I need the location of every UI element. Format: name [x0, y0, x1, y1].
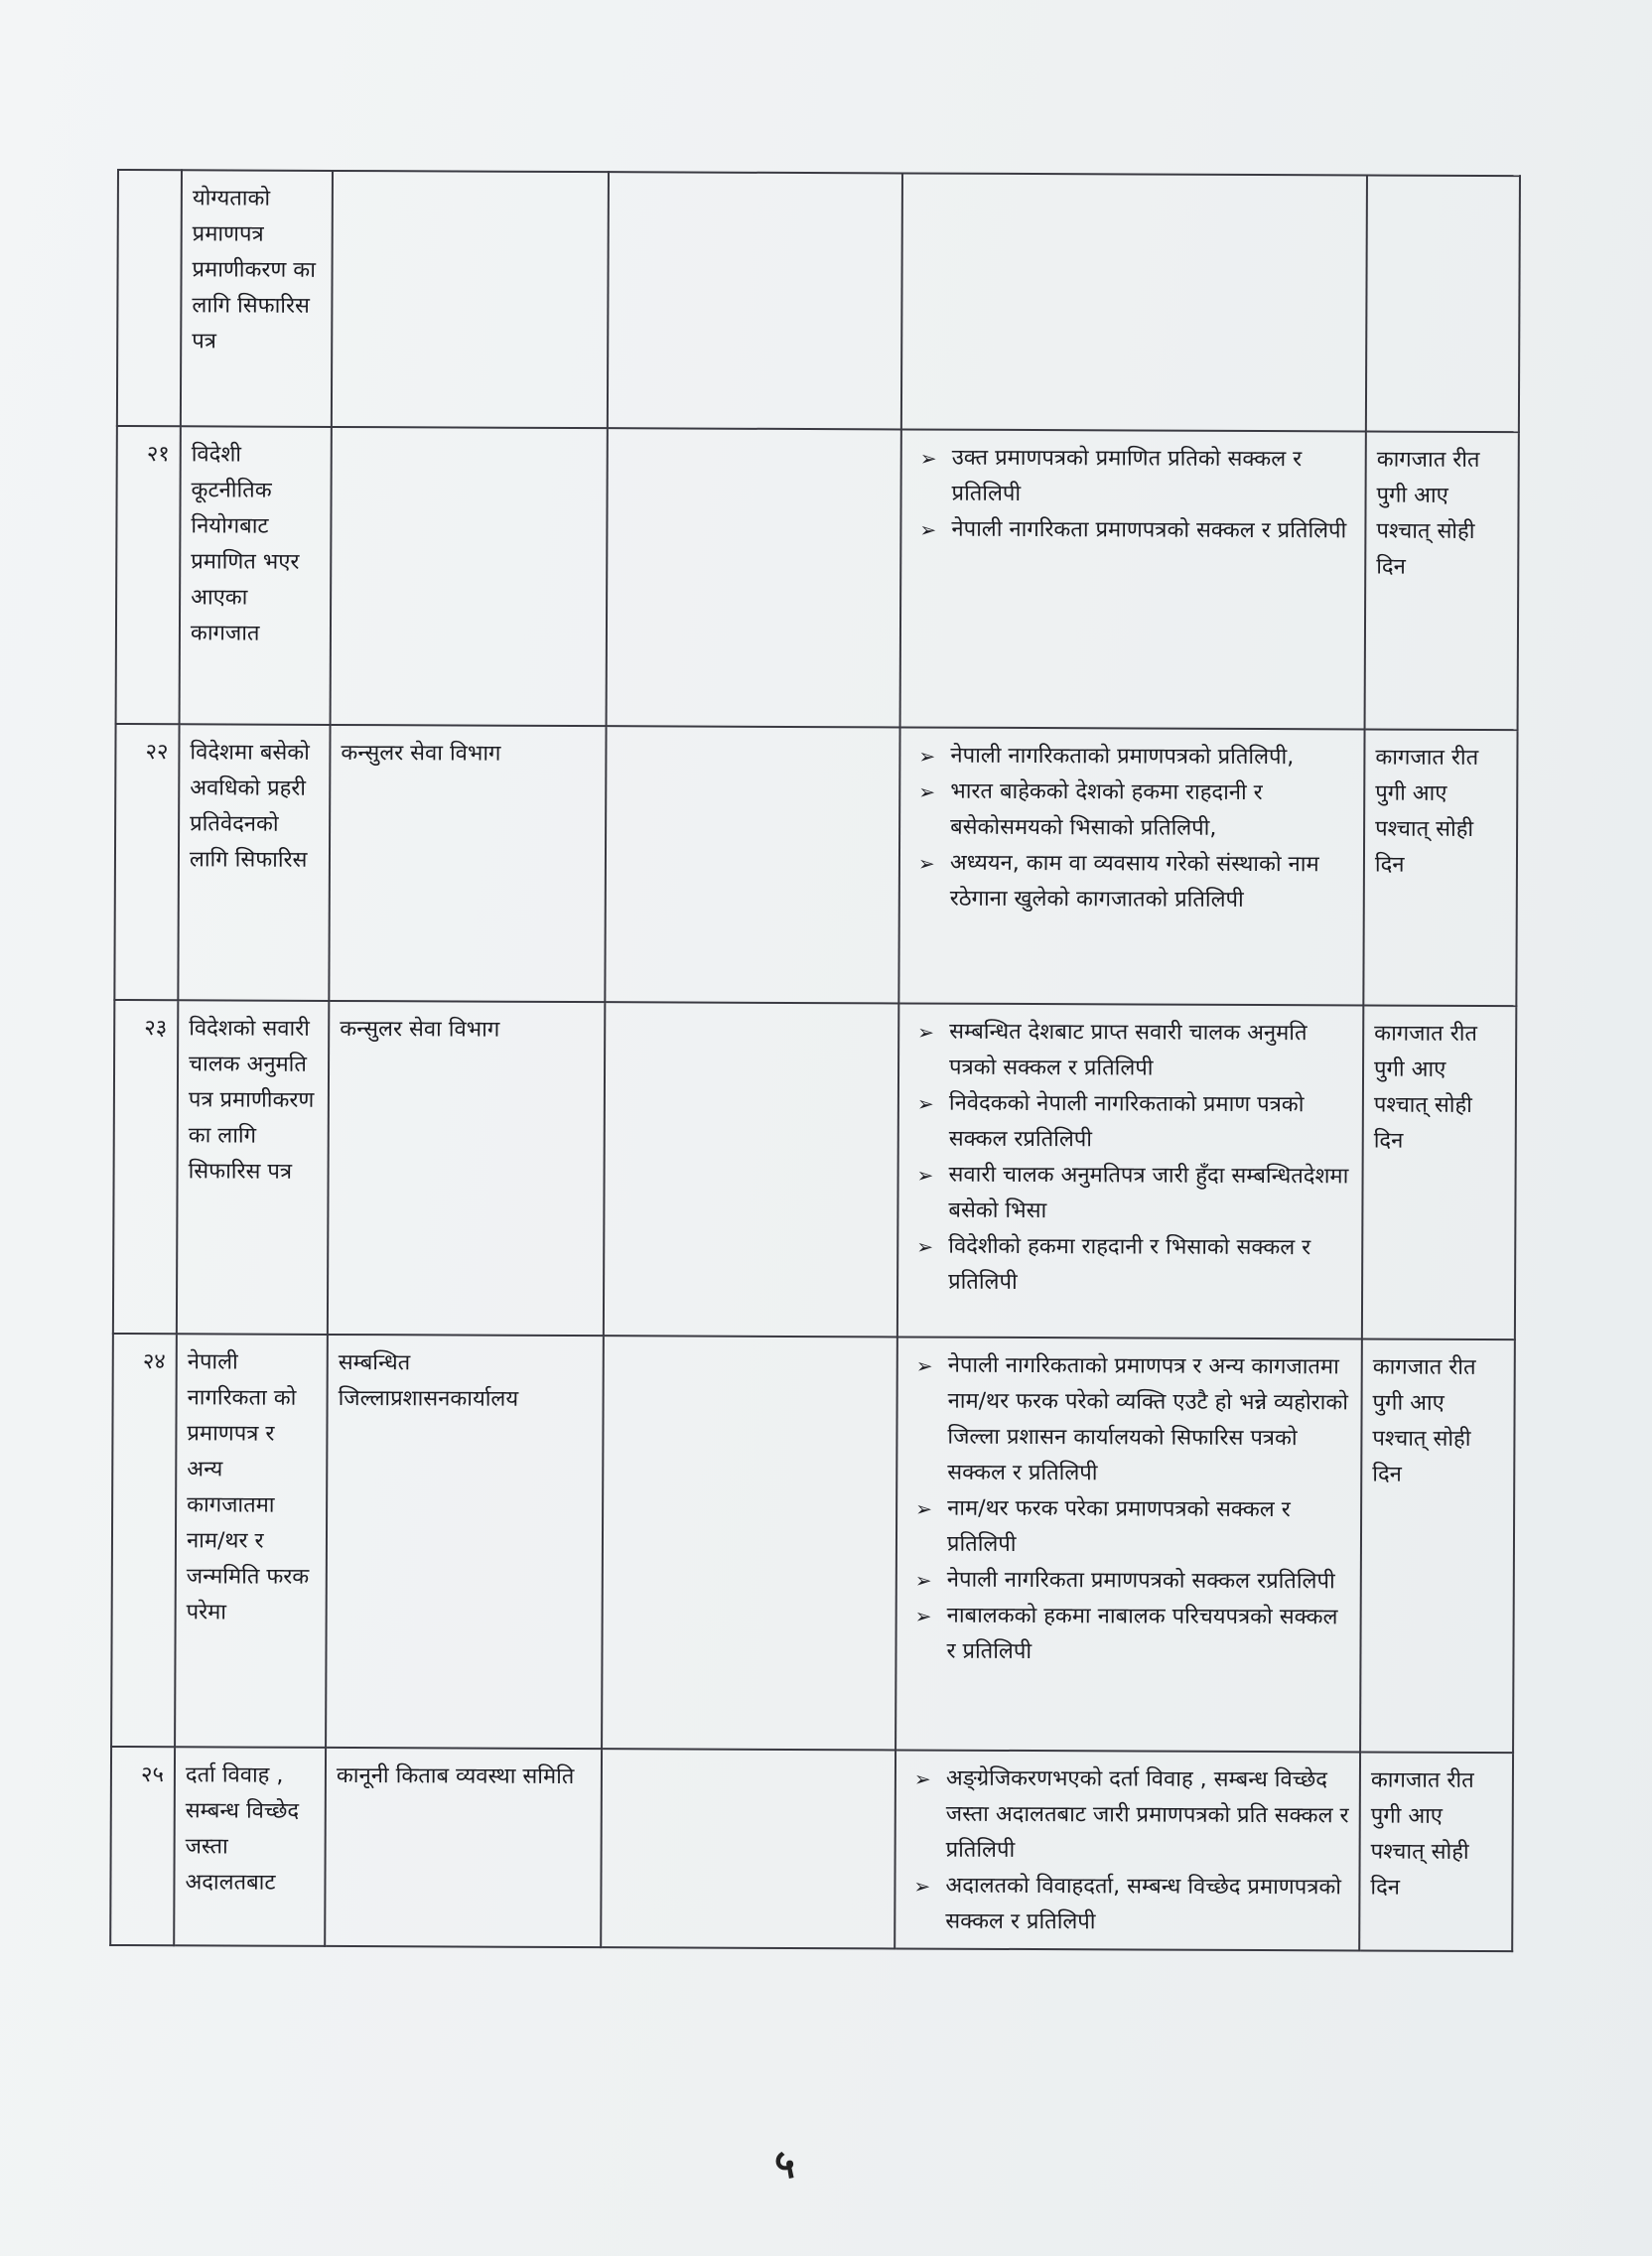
document-text: नेपाली नागरिकता प्रमाणपत्रको सक्कल रप्रतिलिपी — [946, 1567, 1335, 1595]
document-text: नेपाली नागरिकताको प्रमाणपत्रको प्रतिलिपी, — [950, 743, 1295, 771]
table-row — [117, 170, 1520, 432]
list-item — [910, 845, 1353, 918]
list-item — [909, 1014, 1352, 1087]
table-row — [111, 1334, 1515, 1753]
arrow-bullet-icon: ➢ — [916, 1163, 934, 1188]
service-time-cell: कागजात रीत पुगी आए पश्चात् सोही दिन — [1363, 729, 1517, 1006]
document-text: सम्बन्धित देशबाट प्राप्त सवारी चालक अनुमति पत्रको सक्कल र प्रतिलिपी — [949, 1019, 1308, 1081]
documents-list — [911, 440, 1354, 549]
document-text: भारत बाहेकको देशको हकमा राहदानी र बसेकोसमयको भिसाको प्रतिलिपी, — [950, 778, 1263, 841]
required-documents-cell — [897, 1003, 1363, 1339]
documents-list — [913, 184, 1356, 186]
fee-cell — [602, 1336, 897, 1750]
arrow-bullet-icon: ➢ — [919, 517, 937, 542]
document-text: सवारी चालक अनुमतिपत्र जारी हुँदा सम्बन्धितदेशमा बसेको भिसा — [948, 1162, 1349, 1224]
service-time-cell: कागजात रीत पुगी आए पश्चात् सोही दिन — [1365, 431, 1519, 730]
service-name-cell: नेपाली नागरिकता को प्रमाणपत्र र अन्य कागजातमा नाम/थर र जन्ममिति फरक परेमा — [175, 1334, 328, 1748]
service-time-cell: कागजात रीत पुगी आए पश्चात् सोही दिन — [1362, 1005, 1516, 1340]
arrow-bullet-icon: ➢ — [919, 446, 937, 471]
table-row — [113, 1000, 1516, 1340]
document-text: उक्त प्रमाणपत्रको प्रमाणित प्रतिको सक्कल र प्रतिलिपी — [951, 445, 1303, 506]
arrow-bullet-icon: ➢ — [913, 1766, 931, 1791]
responsible-office-cell: कन्सुलर सेवा विभाग — [328, 1001, 605, 1336]
documents-list — [905, 1761, 1349, 1941]
document-text: नेपाली नागरिकताको प्रमाणपत्र र अन्य कागजातमा नाम/थर फरक परेको व्यक्ति एउटै हो भन्ने व्यहोराको जिल्ला प्रशासन कार्यालयको सिफारिस पत्रको सक्कल र प्रतिलिपी — [947, 1352, 1349, 1486]
list-item — [908, 1228, 1351, 1302]
service-name-cell: विदेशी कूटनीतिक नियोगबाट प्रमाणित भएर आएका कागजात — [180, 426, 332, 725]
list-item — [905, 1868, 1348, 1941]
fee-cell — [605, 726, 899, 1003]
documents-list — [906, 1347, 1350, 1671]
required-documents-cell — [901, 173, 1367, 431]
document-text: निवेदकको नेपाली नागरिकताको प्रमाण पत्रको सक्कल रप्रतिलिपी — [948, 1090, 1305, 1153]
documents-list — [910, 738, 1354, 918]
service-time-cell: कागजात रीत पुगी आए पश्चात् सोही दिन — [1360, 1339, 1515, 1753]
service-time-cell: कागजात रीत पुगी आए पश्चात् सोही दिन — [1359, 1752, 1513, 1951]
list-item — [907, 1347, 1351, 1492]
arrow-bullet-icon: ➢ — [914, 1568, 932, 1593]
list-item — [910, 774, 1353, 847]
arrow-bullet-icon: ➢ — [914, 1604, 932, 1628]
serial-number-cell — [117, 170, 182, 426]
list-item — [907, 1490, 1350, 1564]
arrow-bullet-icon: ➢ — [918, 779, 936, 804]
responsible-office-cell — [331, 427, 608, 726]
service-time-cell — [1366, 175, 1520, 432]
serial-number-cell: २२ — [114, 724, 179, 1000]
arrow-bullet-icon: ➢ — [917, 1020, 935, 1045]
document-text: नाम/थर फरक परेका प्रमाणपत्रको सक्कल र प्रतिलिपी — [946, 1495, 1291, 1557]
service-name-cell: योग्यताको प्रमाणपत्र प्रमाणीकरण का लागि सिफारिस पत्र — [181, 170, 333, 427]
responsible-office-cell: कानूनी किताब व्यवस्था समिति — [325, 1748, 602, 1947]
service-name-cell: विदेशमा बसेको अवधिको प्रहरी प्रतिवेदनको लागि सिफारिस — [178, 724, 330, 1001]
required-documents-cell — [898, 727, 1364, 1005]
arrow-bullet-icon: ➢ — [916, 1091, 934, 1116]
list-item — [909, 1085, 1352, 1159]
documents-list — [908, 1014, 1352, 1302]
fee-cell — [601, 1749, 895, 1948]
document-text: नेपाली नागरिकता प्रमाणपत्रको सक्कल र प्रतिलिपी — [951, 516, 1347, 544]
document-text: अङ्ग्रेजिकरणभएको दर्ता विवाह , सम्बन्ध विच्छेद जस्ता अदालतबाट जारी प्रमाणपत्रको प्रति सक्कल र प्रतिलिपी — [945, 1765, 1349, 1863]
responsible-office-cell: सम्बन्धित जिल्लाप्रशासनकार्यालय — [326, 1335, 604, 1749]
arrow-bullet-icon: ➢ — [917, 851, 935, 876]
serial-number-cell: २५ — [110, 1747, 175, 1945]
responsible-office-cell — [332, 171, 609, 428]
serial-number-cell: २१ — [116, 426, 181, 724]
page-number: ५ — [774, 2142, 795, 2187]
table-body — [110, 170, 1520, 1951]
table-row — [116, 426, 1519, 730]
document-text: विदेशीको हकमा राहदानी र भिसाको सक्कल र प्रतिलिपी — [948, 1233, 1311, 1295]
service-name-cell: विदेशको सवारी चालक अनुमति पत्र प्रमाणीकरण का लागि सिफारिस पत्र — [177, 1000, 329, 1335]
fee-cell — [608, 172, 902, 429]
arrow-bullet-icon: ➢ — [915, 1496, 932, 1521]
service-table — [109, 169, 1521, 1952]
list-item — [907, 1562, 1350, 1600]
arrow-bullet-icon: ➢ — [915, 1353, 933, 1378]
list-item — [911, 511, 1354, 549]
service-name-cell: दर्ता विवाह , सम्बन्ध विच्छेद जस्ता अदालतबाट — [174, 1747, 326, 1946]
fee-cell — [607, 428, 901, 727]
table-row — [114, 724, 1517, 1006]
table-row — [110, 1747, 1513, 1951]
list-item — [908, 1157, 1351, 1230]
fee-cell — [604, 1002, 898, 1337]
required-documents-cell — [895, 1337, 1362, 1752]
serial-number-cell: २३ — [113, 1000, 178, 1334]
list-item — [906, 1761, 1349, 1870]
arrow-bullet-icon: ➢ — [913, 1874, 931, 1899]
serial-number-cell: २४ — [111, 1334, 177, 1747]
list-item — [910, 738, 1353, 776]
list-item — [912, 440, 1355, 513]
document-text: अध्ययन, काम वा व्यवसाय गरेको संस्थाको नाम रठेगाना खुलेको कागजातको प्रतिलिपी — [949, 850, 1319, 913]
required-documents-cell — [895, 1750, 1360, 1950]
required-documents-cell — [900, 429, 1366, 729]
list-item — [906, 1598, 1349, 1671]
arrow-bullet-icon: ➢ — [918, 744, 936, 769]
document-text: नाबालकको हकमा नाबालक परिचयपत्रको सक्कल र प्रतिलिपी — [946, 1603, 1338, 1665]
document-text: अदालतको विवाहदर्ता, सम्बन्ध विच्छेद प्रमाणपत्रको सक्कल र प्रतिलिपी — [945, 1873, 1342, 1935]
arrow-bullet-icon: ➢ — [916, 1234, 934, 1259]
responsible-office-cell: कन्सुलर सेवा विभाग — [329, 725, 606, 1002]
